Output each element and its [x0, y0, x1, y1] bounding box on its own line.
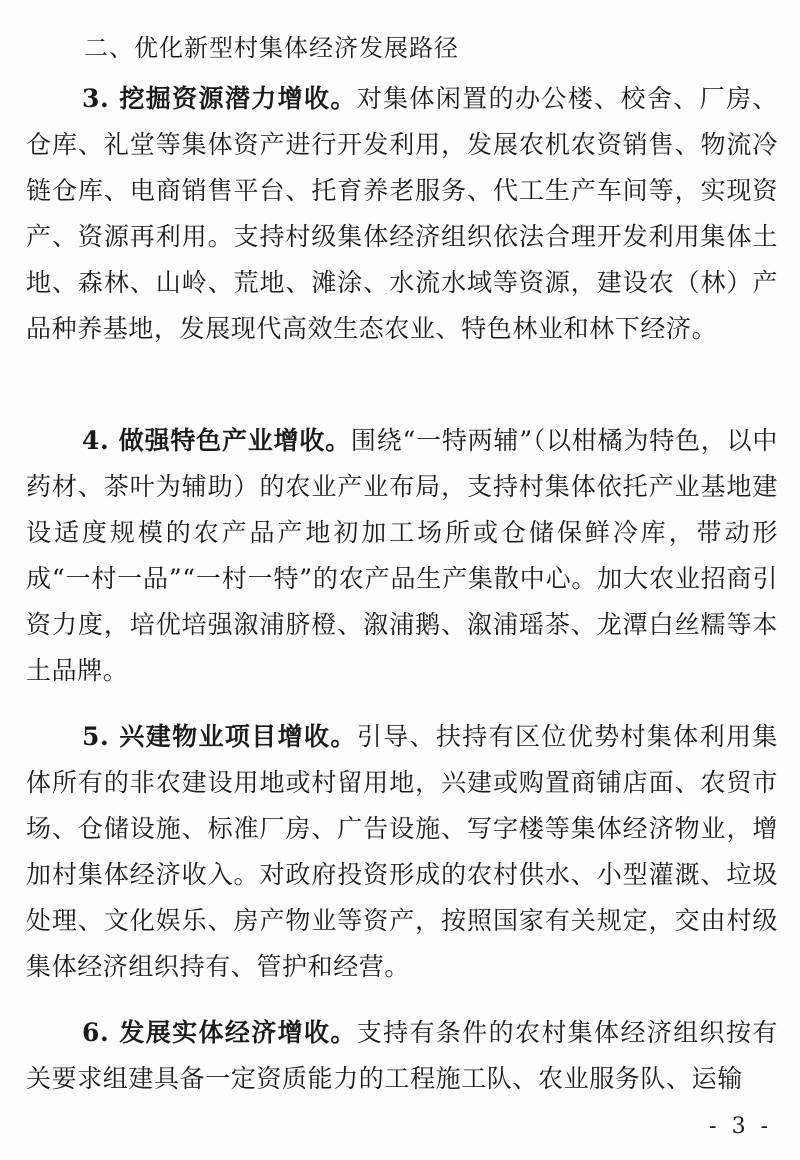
paragraph-real-economy — [26, 1010, 778, 1102]
paragraph-property-projects — [26, 714, 778, 990]
paragraph-resource-potential — [26, 76, 778, 352]
section-heading: 二、优化新型村集体经济发展路径 — [84, 34, 459, 62]
paragraph-lead: 3. 挖掘资源潜力增收。 — [82, 84, 357, 113]
paragraph-body: 引导、扶持有区位优势村集体利用集体所有的非农建设用地或村留用地，兴建或购置商铺店面、农贸市场、仓储设施、标准厂房、广告设施、写字楼等集体经济物业，增加村集体经济收入。对政府投资形成的农村供水、小型灌溉、垃圾处理、文化娱乐、房产物业等资产，按照国家有关规定，交由村级集体经济组织持有、管护和经营。 — [26, 722, 778, 981]
page-number: - 3 - — [709, 1114, 772, 1139]
paragraph-body: 支持有条件的农村集体经济组织按有关要求组建具备一定资质能力的工程施工队、农业服务队、运输 — [26, 1018, 778, 1093]
paragraph-body: 围绕“一特两辅”（以柑橘为特色，以中药材、茶叶为辅助）的农业产业布局，支持村集体依托产业基地建设适度规模的农产品产地初加工场所或仓储保鲜冷库，带动形成“一村一品”“一村一特”的农产品生产集散中心。加大农业招商引资力度，培优培强溆浦脐橙、溆浦鹅、溆浦瑶茶、龙潭白丝糯等本土品牌。 — [26, 426, 778, 685]
paragraph-lead: 6. 发展实体经济增收。 — [82, 1018, 357, 1047]
paragraph-featured-industry — [26, 418, 778, 694]
paragraph-body: 对集体闲置的办公楼、校舍、厂房、仓库、礼堂等集体资产进行开发利用，发展农机农资销售、物流冷链仓库、电商销售平台、托育养老服务、代工生产车间等，实现资产、资源再利用。支持村级集体经济组织依法合理开发利用集体土地、森林、山岭、荒地、滩涂、水流水域等资源，建设农（林）产品种养基地，发展现代高效生态农业、特色林业和林下经济。 — [26, 84, 778, 343]
paragraph-lead: 4. 做强特色产业增收。 — [82, 426, 351, 455]
paragraph-lead: 5. 兴建物业项目增收。 — [82, 722, 357, 751]
